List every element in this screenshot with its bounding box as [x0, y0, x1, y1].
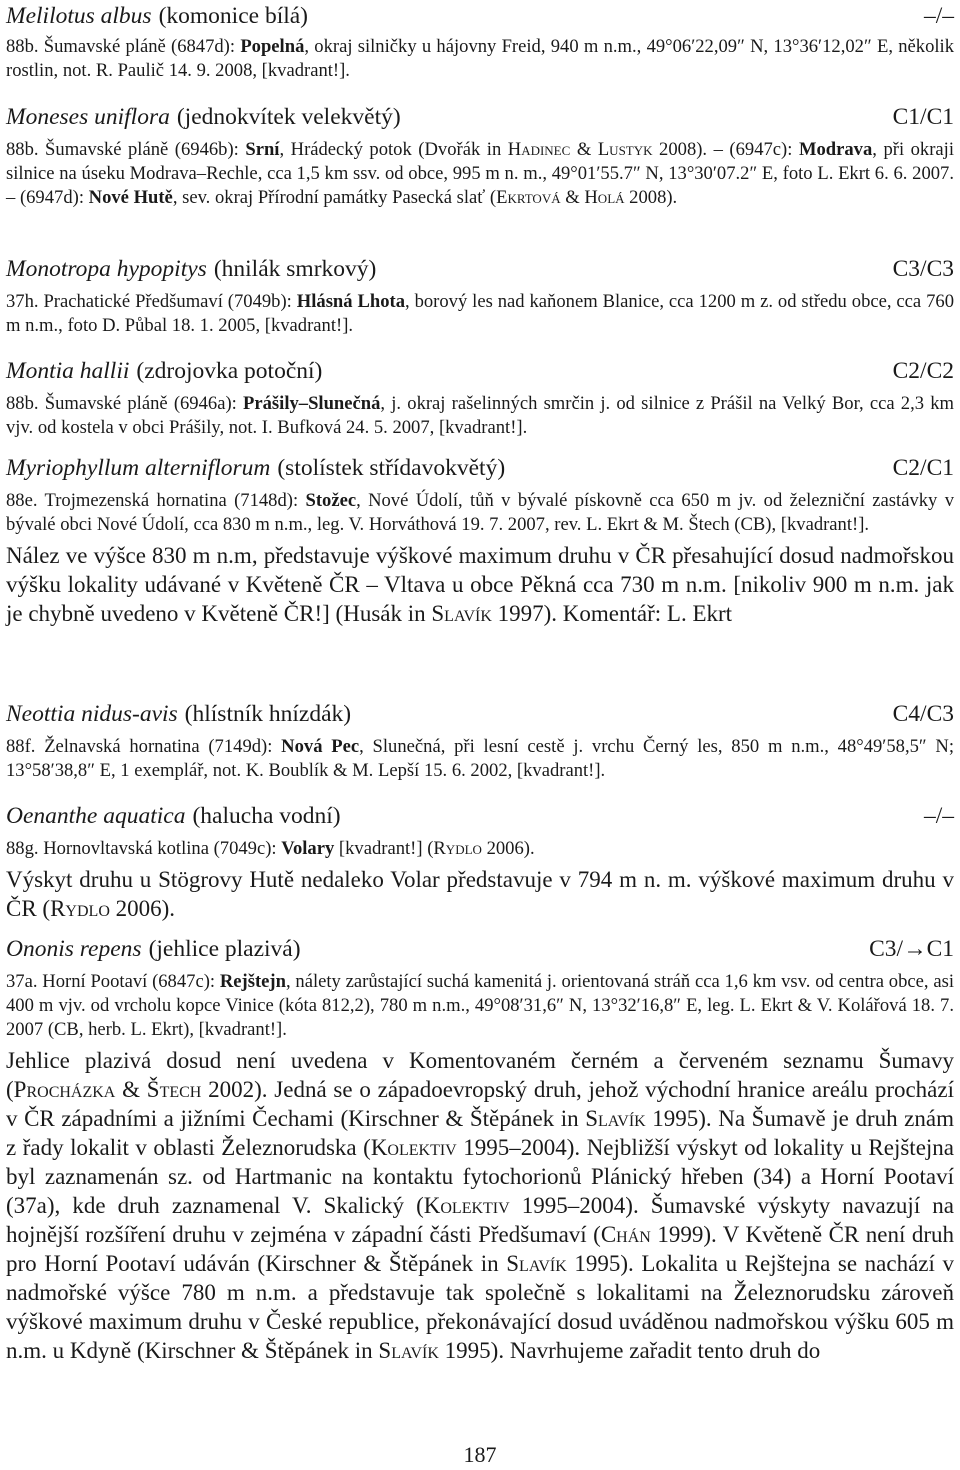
status-code: –/– [923, 3, 954, 29]
species-heading [6, 936, 954, 962]
latin-name: Neottia nidus-avis [6, 701, 178, 727]
site-name: Modrava [798, 139, 873, 160]
czech-name: (halucha vodní) [192, 803, 341, 829]
comment-paragraph: Výskyt druhu u Stögrovy Hutě nedaleko Volar představuje v 794 m n. m. výškové maximum druhu v ČR (Rydlo 2006). [6, 867, 954, 921]
czech-name: (jednokvítek velekvětý) [176, 104, 401, 130]
species-entry-myriophyllum-alterniflorum [6, 455, 954, 628]
site-name: Nové Hutě [88, 187, 173, 208]
author-name: Štech [146, 1077, 202, 1102]
status-code: C2/C2 [892, 358, 954, 384]
status-code: C3/→C1 [869, 936, 954, 962]
latin-name: Oenanthe aquatica [6, 803, 186, 829]
author-name: Chán [600, 1222, 651, 1247]
czech-name: (komonice bílá) [158, 3, 309, 29]
locality-record: 37a. Horní Pootaví (6847c): Rejštejn, nálety zarůstající suchá kamenitá j. orientovaná stráň cca 1,6 km vsv. od centra obce, asi 400 m vjv. od vrcholu kopce Vinice (kóta 812,2), 780 m n.m., 49°08′31,6″ N, 13°32′16,8″ E, leg. L. Ekrt & V. Kolářová 18. 7. 2007 (CB, herb. L. Ekrt), [kvadrant!]. [6, 971, 954, 1040]
species-entry-neottia-nidus-avis [6, 701, 954, 783]
locality-record: 88b. Šumavské pláně (6946a): Prášily–Slunečná, j. okraj rašelinných smrčin j. od silnice z Prášil na Velký Bor, cca 2,3 km vjv. od kostela v obci Prášily, not. I. Bufková 24. 5. 2007, [kvadrant!]. [6, 393, 955, 438]
latin-name: Moneses uniflora [6, 104, 170, 130]
latin-name: Ononis repens [6, 936, 142, 962]
site-name: Volary [281, 838, 335, 859]
site-name: Nová Pec [281, 736, 360, 757]
status-code: –/– [923, 803, 954, 829]
species-heading [6, 803, 954, 829]
site-name: Popelná [240, 36, 305, 57]
czech-name: (jehlice plazivá) [148, 936, 301, 962]
author-name: Rydlo [50, 896, 110, 921]
species-heading [6, 104, 954, 130]
czech-name: (zdrojovka potoční) [136, 358, 323, 384]
author-name: Slavík [378, 1338, 439, 1363]
species-heading [6, 701, 954, 727]
locality-record: 88e. Trojmezenská hornatina (7148d): Stožec, Nové Údolí, tůň v bývalé pískovně cca 650 m jv. od železniční zastávky v bývalé obci Nové Údolí, cca 830 m n.m., leg. V. Horváthová 19. 7. 2007, rev. L. Ekrt & M. Štech (CB), [kvadrant!]. [6, 490, 954, 535]
czech-name: (stolístek střídavokvětý) [277, 455, 506, 481]
locality-record: 88f. Želnavská hornatina (7149d): Nová Pec, Slunečná, při lesní cestě j. vrchu Černý les, 850 m n.m., 48°49′58,5″ N; 13°58′38,8″ E, 1 exemplář, not. K. Boublík & M. Lepší 15. 6. 2002, [kvadrant!]. [6, 736, 954, 781]
site-name: Srní [245, 139, 280, 160]
locality-record: 88b. Šumavské pláně (6847d): Popelná, okraj silničky u hájovny Freid, 940 m n.m., 49°06′22,09″ N, 13°36′12,02″ E, několik rostlin, not. R. Paulič 14. 9. 2008, [kvadrant!]. [6, 36, 954, 81]
species-heading [6, 3, 954, 29]
author-name: Rydlo [433, 838, 482, 859]
page-number: 187 [463, 1442, 497, 1467]
author-name: Slavík [431, 601, 492, 626]
species-entry-oenanthe-aquatica [6, 803, 954, 923]
czech-name: (hnilák smrkový) [213, 256, 377, 282]
site-name: Prášily–Slunečná [243, 393, 381, 414]
locality-record: 88b. Šumavské pláně (6946b): Srní, Hrádecký potok (Dvořák in Hadinec & Lustyk 2008). – (6947c): Modrava, při okraji silnice na úseku Modrava–Rechle, cca 1,5 km ssv. od obce, 995 m n. m., 49°01′55.7″ N, 13°30′07.2″ E, foto L. Ekrt 6. 6. 2007. – (6947d): Nové Hutě, sev. okraj Přírodní památky Pasecká slať (Ekrtová & Holá 2008). [6, 139, 954, 208]
author-name: Kolektiv [423, 1193, 510, 1218]
species-heading [6, 455, 954, 481]
species-entry-ononis-repens [6, 936, 954, 1365]
author-name: Slavík [506, 1251, 567, 1276]
author-name: Hadinec [507, 139, 571, 160]
status-code: C1/C1 [892, 104, 954, 130]
author-name: Ekrtová [496, 187, 561, 208]
czech-name: (hlístník hnízdák) [184, 701, 352, 727]
site-name: Stožec [305, 490, 357, 511]
latin-name: Melilotus albus [6, 3, 152, 29]
status-code: C4/C3 [892, 701, 954, 727]
author-name: Procházka [13, 1077, 116, 1102]
species-entry-monotropa-hypopitys [6, 256, 954, 338]
status-code: C3/C3 [892, 256, 954, 282]
author-name: Holá [584, 187, 625, 208]
locality-record: 37h. Prachatické Předšumaví (7049b): Hlásná Lhota, borový les nad kaňonem Blanice, cca 1200 m z. od středu obce, cca 760 m n.m., foto D. Půbal 18. 1. 2005, [kvadrant!]. [6, 291, 954, 336]
species-entry-melilotus-albus [6, 3, 954, 83]
status-code: C2/C1 [892, 455, 954, 481]
author-name: Kolektiv [370, 1135, 457, 1160]
latin-name: Monotropa hypopitys [6, 256, 207, 282]
site-name: Rejštejn [219, 971, 286, 992]
latin-name: Myriophyllum alterniflorum [6, 455, 271, 481]
site-name: Hlásná Lhota [296, 291, 406, 312]
species-heading [6, 358, 954, 384]
author-name: Lustyk [597, 139, 653, 160]
author-name: Slavík [585, 1106, 646, 1131]
comment-paragraph: Nález ve výšce 830 m n.m, představuje výškové maximum druhu v ČR přesahující dosud nadmořskou výšku lokality udávané v Květeně ČR – Vltava u obce Pěkná cca 730 m n.m. [nikoliv 900 m n.m. jak je chybně uvedeno v Květeně ČR!] (Husák in Slavík 1997). Komentář: L. Ekrt [6, 543, 954, 626]
locality-record: 88g. Hornovltavská kotlina (7049c): Volary [kvadrant!] (Rydlo 2006). [6, 838, 535, 859]
species-entry-montia-hallii [6, 358, 954, 440]
species-heading [6, 256, 954, 282]
species-entry-moneses-uniflora [6, 104, 954, 210]
latin-name: Montia hallii [6, 358, 130, 384]
comment-paragraph: Jehlice plazivá dosud není uvedena v Komentovaném černém a červeném seznamu Šumavy (Procházka & Štech 2002). Jedná se o západoevropský druh, jehož východní hranice areálu prochází v ČR západními a jižními Čechami (Kirschner & Štěpánek in Slavík 1995). Na Šumavě je druh znám z řady lokalit v oblasti Železnorudska (Kolektiv 1995–2004). Nejbližší výskyt od lokality u Rejštejna byl zaznamenán sz. od Hartmanic na kontaktu fytochorionů Plánický hřeben (34) a Horní Pootaví (37a), kde druh zaznamenal V. Skalický (Kolektiv 1995–2004). Šumavské výskyty navazují na hojnější rozšíření druhu v zejména v západní části Předšumaví (Chán 1999). V Květeně ČR není druh pro Horní Pootaví udáván (Kirschner & Štěpánek in Slavík 1995). Lokalita u Rejštejna se nachází v nadmořské výšce 780 m n.m. a představuje tak společně s lokalitami na Železnorudsku zároveň výškové maximum druhu v České republice, překonávající dosud uváděnou nadmořskou výšku 605 m n.m. u Kdyně (Kirschner & Štěpánek in Slavík 1995). Navrhujeme zařadit tento druh do [6, 1048, 954, 1363]
